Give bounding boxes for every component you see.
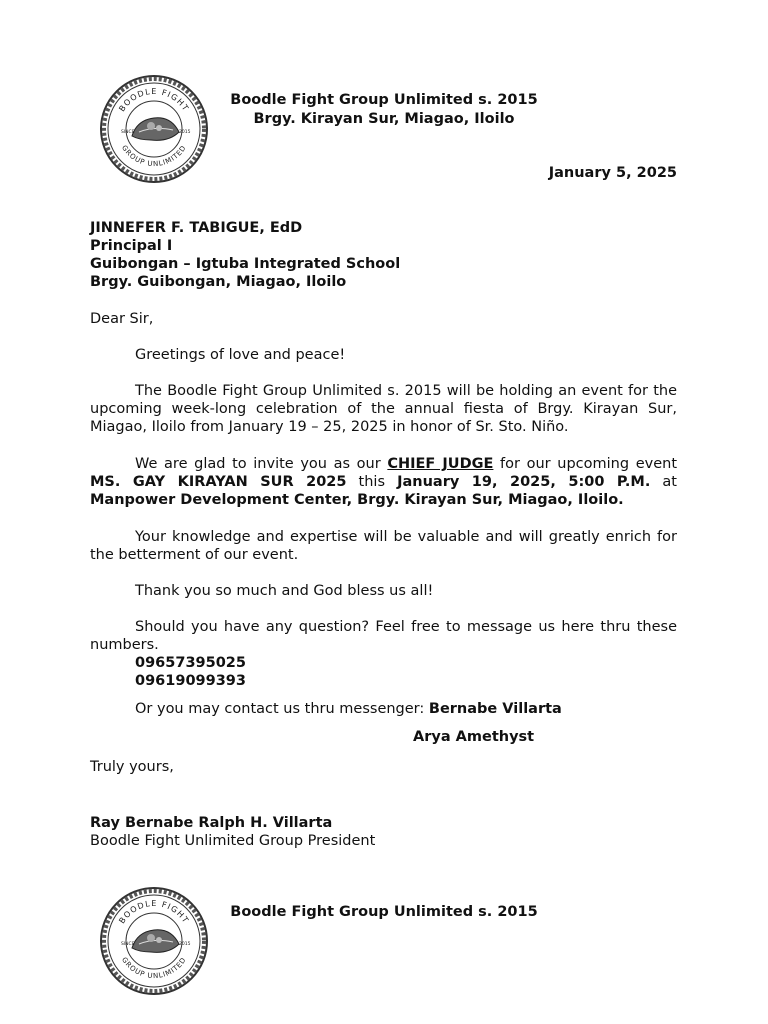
footer-org-name: Boodle Fight Group Unlimited s. 2015 [230, 904, 538, 920]
seal-bottom-text: GROUP UNLIMITED [120, 143, 188, 169]
seal-since: SINCE [121, 130, 135, 135]
messenger-prefix: Or you may contact us thru messenger: [135, 701, 429, 717]
org-seal-top [99, 74, 209, 184]
footer-seal-top-text: BOODLE FIGHT [117, 898, 191, 926]
paragraph-invitation [90, 455, 677, 509]
paragraph-expertise: Your knowledge and expertise will be valuable and will greatly enrich for the betterment of our event. [90, 529, 677, 563]
messenger-name-1: Bernabe Villarta [428, 701, 562, 717]
header-org-name: Boodle Fight Group Unlimited s. 2015 [230, 92, 538, 108]
footer-seal-bottom-text: GROUP UNLIMITED [120, 955, 188, 981]
invitation-datetime: January 19, 2025, 5:00 P.M. [397, 474, 651, 490]
footer-seal-since: SINCE [121, 942, 135, 947]
messenger-line [135, 701, 562, 717]
letter-date: January 5, 2025 [548, 165, 677, 181]
invitation-at: at [650, 474, 677, 490]
org-seal-footer [99, 886, 209, 996]
paragraph-thanks: Thank you so much and God bless us all! [135, 583, 434, 599]
messenger-name-2: Arya Amethyst [413, 729, 535, 745]
salutation: Dear Sir, [90, 311, 154, 327]
paragraph-event: The Boodle Fight Group Unlimited s. 2015 will be holding an event for the upcoming week-long celebration of the annual fiesta of Brgy. Kirayan Sur, Miagao, Iloilo from January 19 – 25, 2025 in honor of Sr. Sto. Niño. [90, 383, 677, 435]
signatory-title: Boodle Fight Unlimited Group President [90, 833, 376, 849]
invitation-mid: for our upcoming event [493, 456, 677, 472]
invitation-role: CHIEF JUDGE [387, 456, 494, 472]
closing: Truly yours, [90, 759, 174, 775]
greeting: Greetings of love and peace! [135, 347, 346, 363]
recipient-title: Principal I [90, 238, 173, 254]
phone-number-2: 09619099393 [135, 673, 246, 689]
invitation-intro: We are glad to invite you as our [135, 456, 388, 472]
invitation-venue: Manpower Development Center, Brgy. Kirayan Sur, Miagao, Iloilo. [90, 492, 624, 508]
phone-number-1: 09657395025 [135, 655, 246, 671]
signatory-name: Ray Bernabe Ralph H. Villarta [90, 815, 333, 831]
seal-top-text: BOODLE FIGHT [117, 86, 191, 114]
invitation-event: MS. GAY KIRAYAN SUR 2025 [90, 474, 347, 490]
header-org-address: Brgy. Kirayan Sur, Miagao, Iloilo [253, 111, 515, 127]
recipient-name: JINNEFER F. TABIGUE, EdD [90, 220, 303, 236]
invitation-this: this [346, 474, 398, 490]
recipient-school: Guibongan – Igtuba Integrated School [90, 256, 401, 272]
paragraph-question: Should you have any question? Feel free to message us here thru these numbers. [90, 619, 677, 653]
footer-seal-year: 2015 [179, 942, 191, 947]
seal-year: 2015 [179, 130, 191, 135]
recipient-address: Brgy. Guibongan, Miagao, Iloilo [90, 274, 347, 290]
